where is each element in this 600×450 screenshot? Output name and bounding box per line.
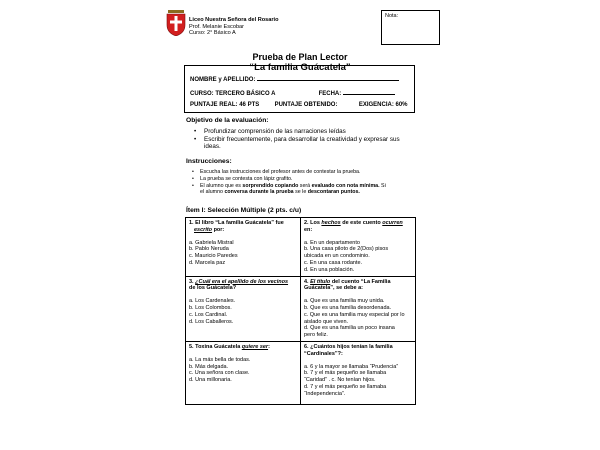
exigencia: EXIGENCIA: 60%: [358, 102, 408, 108]
answer-option[interactable]: d. Una millonaria.: [189, 377, 232, 384]
questions-table: [185, 217, 416, 405]
course-row: [190, 88, 409, 97]
question-5-text: [189, 344, 297, 351]
instr-bold: sorprendido copiando: [242, 182, 299, 189]
test-subtitle: “La familia Guácatela”: [249, 62, 351, 73]
question-1-text: [189, 220, 297, 234]
q-text: de los Guácatela?: [189, 285, 237, 292]
nota-label: Nota:: [385, 13, 399, 19]
answer-option[interactable]: a. En un departamento: [304, 239, 360, 246]
course-name: Curso: 2° Básico A: [189, 30, 236, 37]
q-text: El libro “La familia Guácatela” fue: [195, 220, 284, 226]
question-6-text: [304, 344, 412, 358]
q-text: :: [268, 343, 270, 350]
answer-option-cont: pero feliz.: [304, 332, 328, 339]
instr-text: será: [298, 182, 312, 189]
q-text: 5. Toxina Guácatela: [189, 343, 242, 350]
answer-option[interactable]: d. 7 y el más pequeño se llamaba: [304, 383, 387, 390]
date-label: FECHA:: [318, 91, 342, 97]
answer-option[interactable]: a. Los Cardenales.: [189, 298, 236, 305]
q-text: en:: [304, 226, 313, 233]
answer-option[interactable]: b. Los Colombos.: [189, 304, 232, 311]
answer-option-cont: ubicada en un condominio.: [304, 253, 370, 260]
test-title: Prueba de Plan Lector: [252, 52, 348, 62]
answer-option[interactable]: c. Los Cardinal.: [189, 311, 228, 318]
q-text-emph: ocurren: [382, 220, 403, 226]
q-number: 3.: [189, 278, 196, 285]
instr-text: El alumno que es: [200, 182, 243, 189]
score-row: [190, 102, 409, 108]
name-row: [190, 74, 409, 83]
nota-box[interactable]: [381, 10, 440, 45]
name-field[interactable]: [257, 74, 399, 81]
question-4-text: [304, 279, 412, 293]
objetivo-item-cont: ideas.: [204, 143, 221, 150]
course-label: CURSO: TERCERO BÁSICO A: [190, 91, 276, 97]
q-text-emph: El título: [310, 278, 331, 285]
answer-option[interactable]: c. En una casa rodante.: [304, 259, 363, 266]
q-text: de este cuento: [340, 220, 383, 226]
q-text-emph: hechos: [321, 220, 341, 226]
item1-heading: Ítem I: Selección Múltiple (2 pts. c/u): [186, 207, 302, 214]
answer-option[interactable]: b. Una casa piloto de 2(Dos) pisos: [304, 246, 389, 253]
q-text-emph: escrito: [194, 226, 213, 233]
objetivo-item: • Profundizar comprensión de las narraciones leídas: [186, 128, 426, 136]
objetivo-item: • Escribir frecuentemente, para desarrollar la creatividad y expresar sus: [186, 136, 426, 144]
answer-option-cont: aislado que viven.: [304, 318, 349, 325]
question-2-text: [304, 220, 412, 234]
question-1: [186, 218, 301, 277]
question-3: [186, 276, 301, 341]
answer-option[interactable]: d. Marcela paz: [189, 259, 226, 266]
answer-option[interactable]: c. Una señora con clase.: [189, 370, 250, 377]
question-4: [301, 276, 416, 341]
answer-option[interactable]: d. Que es una familia un poco insana: [304, 325, 395, 332]
q-text: 6. ¿Cuántos hijos tenían la familia: [304, 343, 393, 350]
answer-option[interactable]: “Caridad” . c. No tenían hijos.: [304, 377, 376, 384]
answer-option[interactable]: b. 7 y el más pequeño se llamaba: [304, 370, 387, 377]
q-text: del cuento “La Familia: [330, 278, 391, 285]
instruccion-item: • La prueba se contesta con lápiz grafito.: [186, 176, 426, 183]
instr-text: se le: [293, 189, 308, 196]
question-5: [186, 341, 301, 404]
instruccion-item: [186, 183, 426, 190]
q-number: 4.: [304, 278, 311, 285]
q-text: Guácatela”, se debe a:: [304, 285, 363, 292]
answer-option[interactable]: d. En una población.: [304, 266, 355, 273]
answer-option[interactable]: c. Que es una familia muy especial por lo: [304, 311, 405, 318]
q-text-emph: quiere ser: [241, 343, 269, 350]
instrucciones-list: [186, 169, 426, 196]
answer-option[interactable]: a. Gabriela Mistral: [189, 239, 234, 246]
instr-bold: conversa durante la prueba: [224, 189, 294, 196]
answer-option[interactable]: a. La más bella de todas.: [189, 356, 251, 363]
question-6: [301, 341, 416, 404]
answer-option[interactable]: a. Que es una familia muy unida.: [304, 298, 385, 305]
answer-option[interactable]: b. Pablo Neruda: [189, 246, 229, 253]
instruccion-item: • Escucha las instrucciones del profesor antes de contestar la prueba.: [186, 169, 426, 176]
q-text: 2. Los: [304, 220, 322, 226]
question-2: [301, 218, 416, 277]
answer-option[interactable]: b. Que es una familia desordenada.: [304, 304, 392, 311]
instruccion-item-cont: [186, 189, 426, 196]
puntaje-real: PUNTAJE REAL: 46 PTS: [190, 102, 260, 108]
objetivo-heading: Objetivo de la evaluación:: [186, 117, 269, 124]
school-info: [189, 17, 279, 37]
school-name: Liceo Nuestra Señora del Rosario: [189, 17, 279, 23]
q-text-emph: ¿Cuál era el apellido de los vecinos: [195, 278, 289, 285]
answer-option[interactable]: a. 6 y la mayor se llamaba “Prudencia”: [304, 363, 399, 370]
name-label: NOMBRE y APELLIDO:: [190, 77, 256, 83]
date-field[interactable]: [343, 88, 395, 95]
school-crest-logo: [166, 10, 186, 36]
answer-option[interactable]: d. Los Caballeros.: [189, 318, 234, 325]
instr-text: Si: [379, 182, 386, 189]
objetivo-list: [186, 128, 426, 151]
answer-option[interactable]: b. Más delgada.: [189, 363, 229, 370]
instr-bold: evaluado con nota mínima.: [311, 182, 380, 189]
q-text: por:: [212, 226, 225, 233]
instr-bold: descontaran puntos.: [307, 189, 360, 196]
question-3-text: [189, 279, 297, 293]
instrucciones-heading: Instrucciones:: [186, 158, 232, 165]
answer-option[interactable]: c. Mauricio Paredes: [189, 253, 238, 260]
q-number: 1.: [189, 220, 194, 226]
teacher-name: Prof. Melanie Escobar: [189, 23, 245, 30]
student-info-box: [184, 65, 415, 113]
q-text: “Cardinales”?:: [304, 350, 343, 357]
answer-option-cont: “Independencia”.: [304, 390, 346, 397]
instr-text: el alumno: [200, 189, 225, 196]
puntaje-obtenido: PUNTAJE OBTENIDO:: [274, 102, 338, 108]
